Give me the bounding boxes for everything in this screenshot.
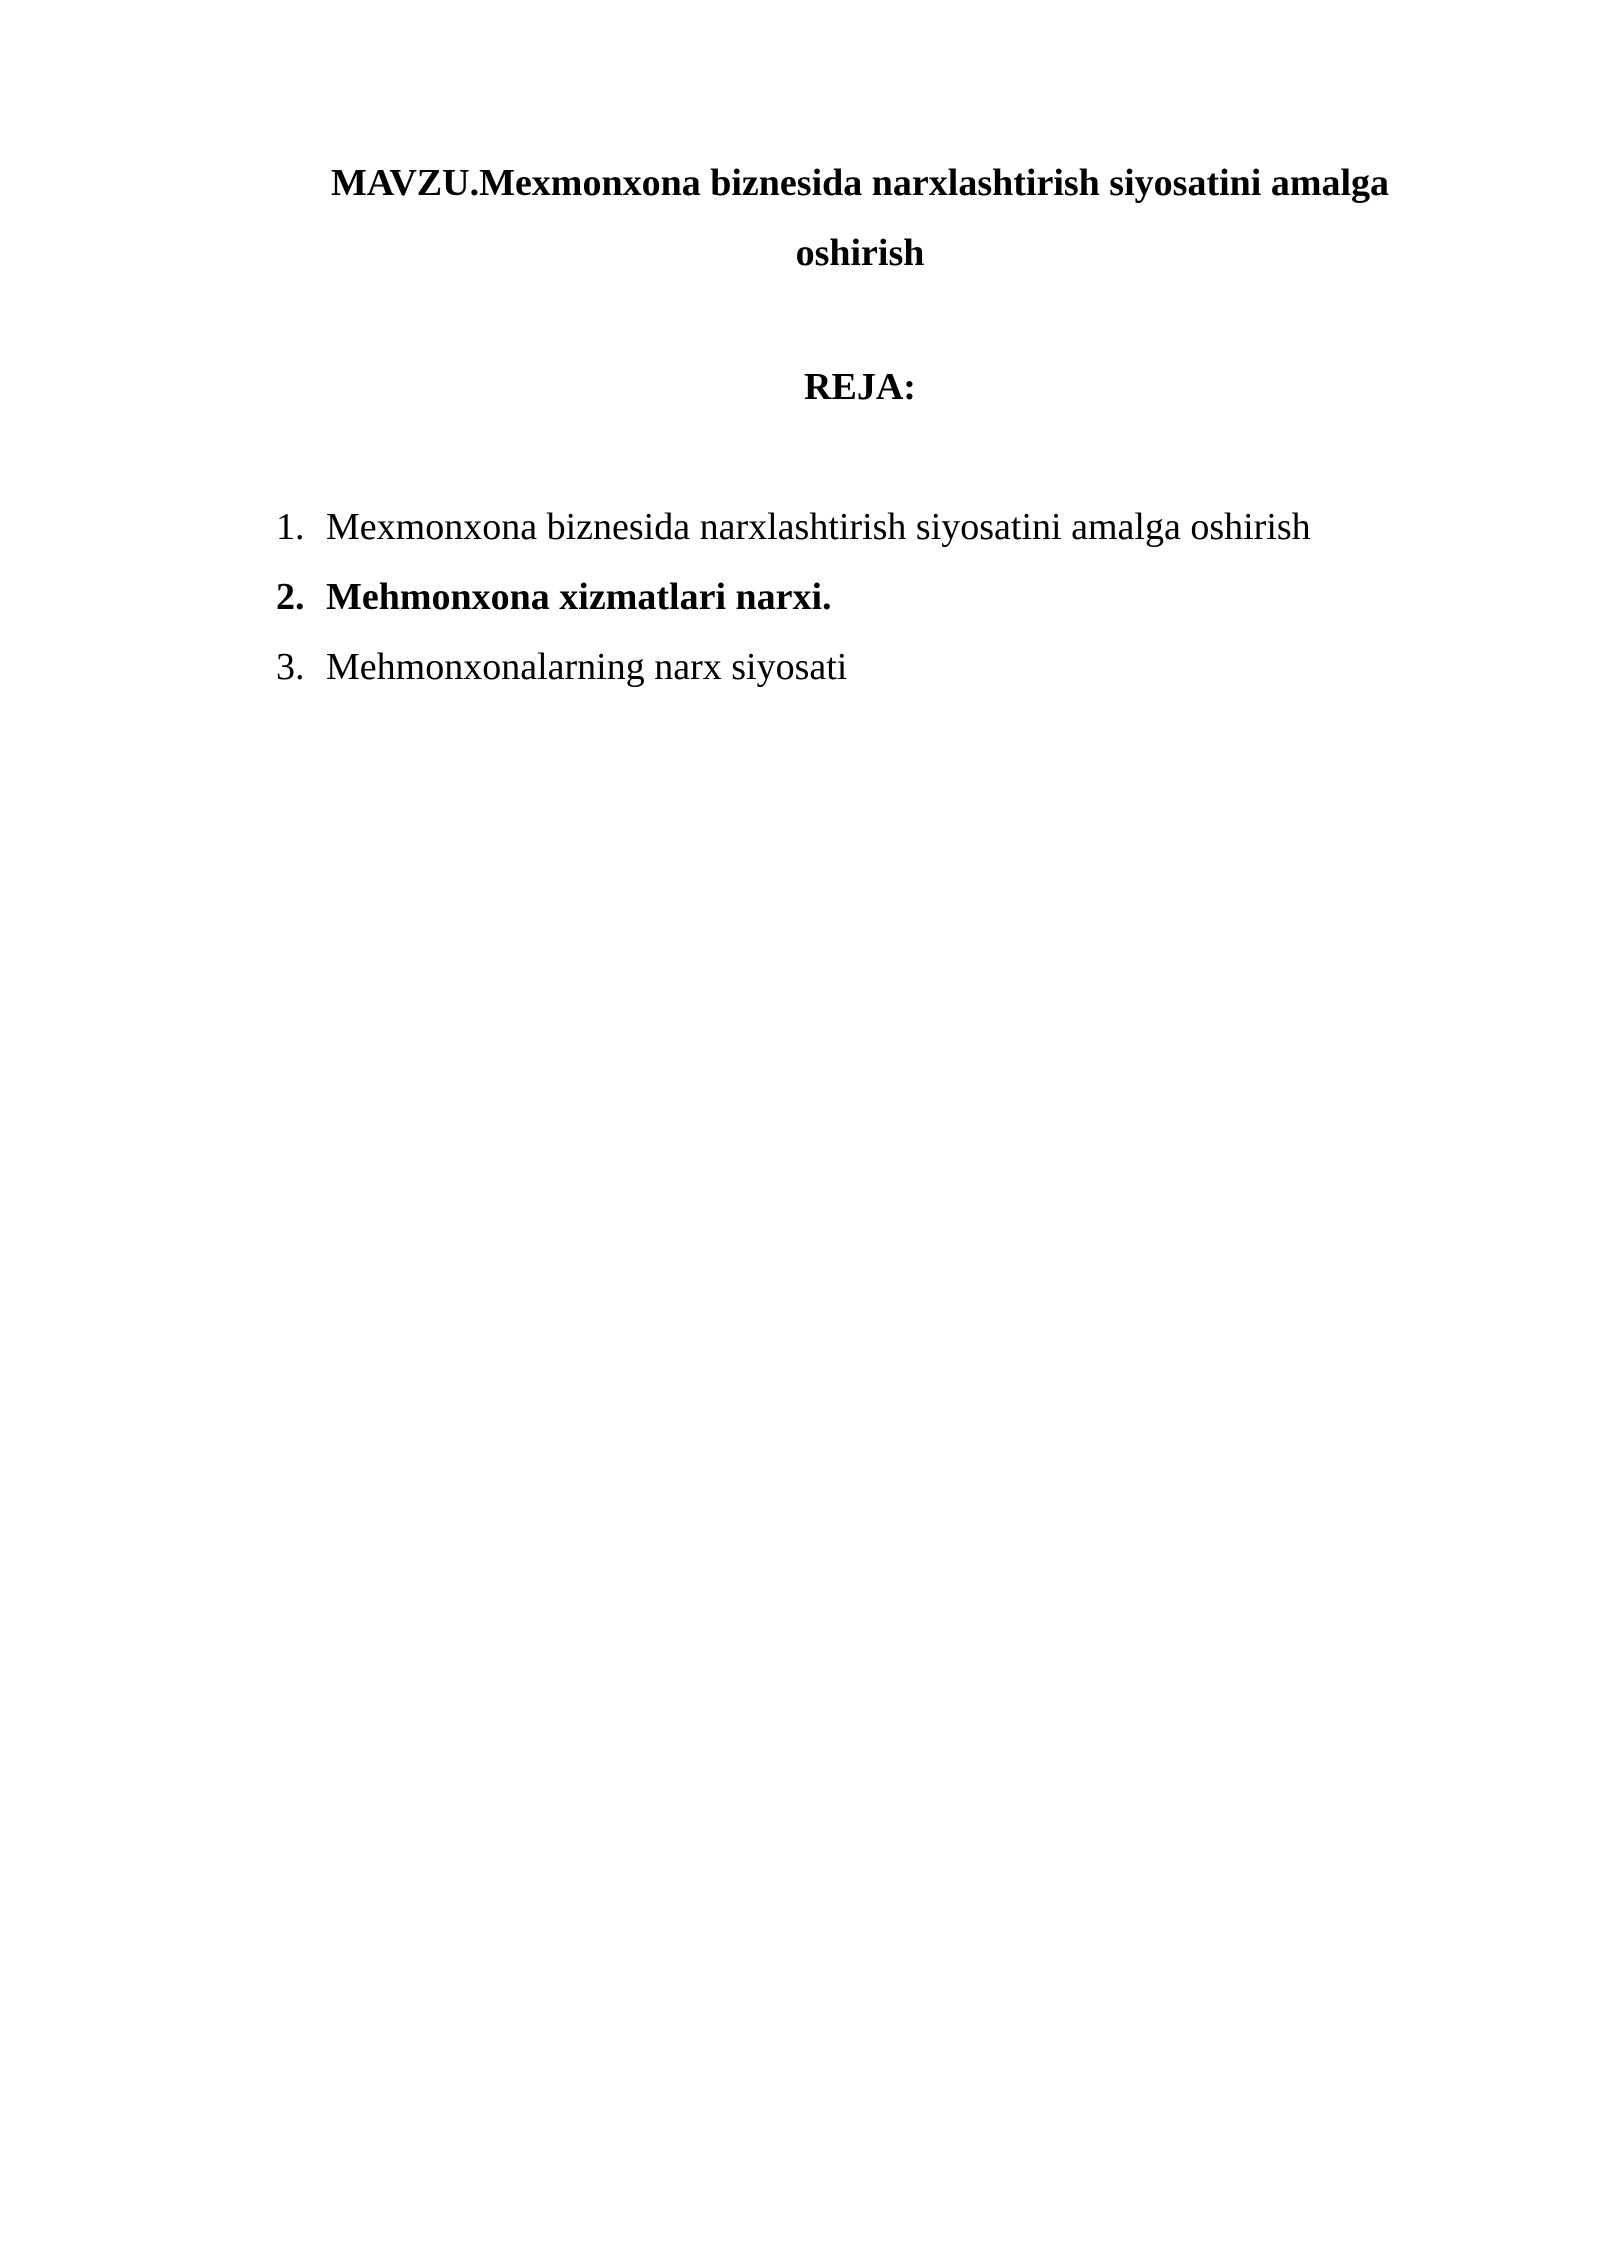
plan-item-number: 2. <box>276 576 305 618</box>
plan-item-text: Mexmonxona biznesida narxlashtirish siyosatini amalga oshirish <box>326 506 1311 548</box>
plan-list <box>276 492 1456 702</box>
plan-item-text: Mehmonxona xizmatlari narxi. <box>326 576 832 618</box>
plan-item-text: Mehmonxonalarning narx siyosati <box>326 646 848 688</box>
plan-item-number: 3. <box>276 646 305 688</box>
document-title: MAVZU.Mexmonxona biznesida narxlashtirish siyosatini amalga oshirish <box>330 162 1390 274</box>
plan-heading: REJA: <box>804 366 916 408</box>
plan-item <box>276 492 1456 562</box>
plan-item <box>276 562 1456 632</box>
plan-item-number: 1. <box>276 506 305 548</box>
plan-item <box>276 632 1456 702</box>
